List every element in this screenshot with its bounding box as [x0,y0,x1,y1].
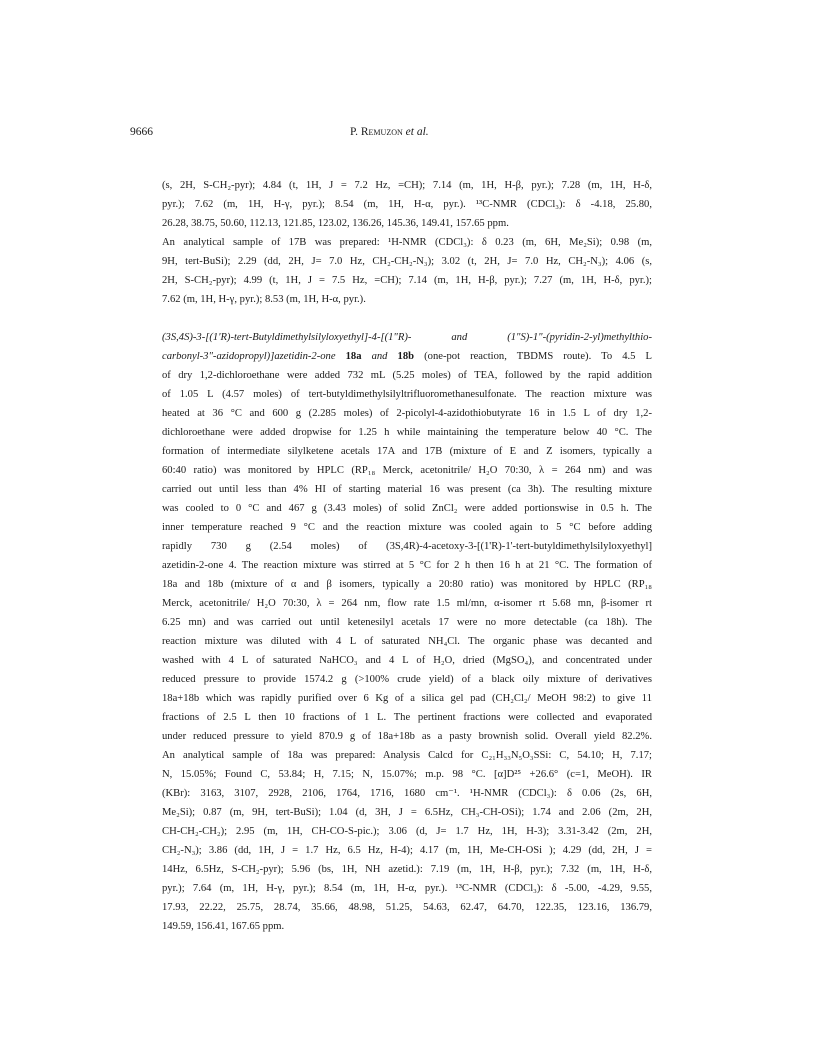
text-line: of dry 1,2-dichloroethane were added 732 mL (5.25 moles) of TEA, followed by the rapid addition [162,370,652,381]
text-line: under reduced pressure to yield 870.9 g of 18a+18b as a pasty brownish solid. Overall yield 82.2%. [162,731,652,742]
text-line: formation of intermediate silylketene acetals 17A and 17B (mixture of E and Z isomers, typically a [162,446,652,457]
running-head-author-surname: emuzon [368,126,403,138]
text-line: 149.59, 156.41, 167.65 ppm. [162,921,285,932]
text-line: 7.62 (m, 1H, H-γ, pyr.); 8.53 (m, 1H, H-α, pyr.). [162,294,366,305]
article-body [162,176,652,936]
text-line: N, 15.05%; Found C, 53.84; H, 7.15; N, 15.07%; m.p. 98 °C. [α]D²⁵ +26.6° (c=1, MeOH). IR [162,769,652,780]
text-line: 2H, S-CH₂-pyr); 4.99 (t, 1H, J = 7.5 Hz, =CH); 7.14 (m, 1H, H-β, pyr.); 7.27 (m, 1H, H-δ, pyr.); [162,275,652,286]
text-line: fractions of 2.5 L then 10 fractions of 1 L. The pertinent fractions were collected and evaporated [162,712,652,723]
running-head-author-initial: P. R [350,126,369,138]
procedure-title-and: and [361,351,398,362]
text-line: of 1.05 L (4.57 moles) of tert-butyldimethylsilyltrifluoromethanesulfonate. The reaction mixture was [162,389,652,400]
paragraph-17b-analytical [162,233,652,309]
page-number: 9666 [130,126,153,138]
text-line: CH-CH₂-CH₂); 2.95 (m, 1H, CH-CO-S-pic.); 3.06 (d, J= 1.7 Hz, 1H, H-3); 3.31-3.42 (2m, 2H, [162,826,652,837]
procedure-intro-text: (one-pot reaction, TBDMS route). To 4.5 L [414,351,653,362]
text-line: inner temperature reached 9 °C and the reaction mixture was cooled again to 5 °C before adding [162,522,652,533]
running-head [350,126,429,138]
text-line: azetidin-2-one 4. The reaction mixture was stirred at 5 °C for 2 h then 16 h at 21 °C. The formation of [162,560,652,571]
running-head-etal: et al. [402,126,429,138]
text-line: reaction mixture was diluted with 4 L of saturated NH₄Cl. The organic phase was decanted and [162,636,652,647]
text-line: 18a and 18b (mixture of α and β isomers, typically a 20:80 ratio) was monitored by HPLC (RP₁₈ [162,579,652,590]
text-line: heated at 36 °C and 600 g (2.285 moles) of 2-picolyl-4-azidothiobutyrate 16 in 1.5 L of dry 1,2- [162,408,652,419]
text-line: washed with 4 L of saturated NaHCO₃ and 4 L of H₂O, dried (MgSO₄), and concentrated under [162,655,652,666]
text-line: (s, 2H, S-CH₂-pyr); 4.84 (t, 1H, J = 7.2 Hz, =CH); 7.14 (m, 1H, H-β, pyr.); 7.28 (m, 1H, H-δ, [162,180,652,191]
text-line: Me₂Si); 0.87 (m, 9H, tert-BuSi); 1.04 (d, 3H, J = 6.5Hz, CH₃-CH-OSi); 1.74 and 2.06 (2m, 2H, [162,807,652,818]
text-line: reduced pressure to provide 1574.2 g (>100% crude yield) of a black oily mixture of derivatives [162,674,652,685]
page-header [130,126,686,146]
text-line: was cooled to 0 °C and 467 g (3.43 moles) of solid ZnCl₂ were added portionswise in 0.5 h. The [162,503,652,514]
text-line: rapidly 730 g (2.54 moles) of (3S,4R)-4-acetoxy-3-[(1'R)-1'-tert-butyldimethylsilyloxyethyl] [162,541,652,552]
compound-18a: 18a [345,351,362,362]
text-line: pyr.); 7.62 (m, 1H, H-γ, pyr.); 8.54 (m, 1H, H-α, pyr.). ¹³C-NMR (CDCl₃): δ -4.18, 25.80, [162,199,652,210]
text-line: 60:40 ratio) was monitored by HPLC (RP₁₈ Merck, acetonitrile/ H₂O 70:30, λ = 264 nm) and was [162,465,652,476]
compound-18b: 18b [397,351,415,362]
text-line: Merck, acetonitrile/ H₂O 70:30, λ = 264 nm, flow rate 1.5 ml/mn, α-isomer rt 5.68 mn, β-isomer rt [162,598,652,609]
text-line: 14Hz, 6.5Hz, S-CH₂-pyr); 5.96 (bs, 1H, NH azetid.): 7.19 (m, 1H, H-β, pyr.); 7.32 (m, 1H, H-δ, [162,864,652,875]
procedure-title-text: carbonyl-3"-azidopropyl)]azetidin-2-one [162,351,346,362]
text-line: 9H, tert-BuSi); 2.29 (dd, 2H, J= 7.0 Hz, CH₂-CH₂-N₃); 3.02 (t, 2H, J= 7.0 Hz, CH₂-N₃); 4.06 (s, [162,256,652,267]
text-line: pyr.); 7.64 (m, 1H, H-γ, pyr.); 8.54 (m, 1H, H-α, pyr.). ¹³C-NMR (CDCl₃): δ -5.00, -4.29, 9.55, [162,883,652,894]
paragraph-18ab-procedure [162,328,652,936]
text-line: An analytical sample of 17B was prepared: ¹H-NMR (CDCl₃): δ 0.23 (m, 6H, Me₂Si); 0.98 (m, [162,237,652,248]
text-line: 6.25 mn) and was carried out until ketenesilyl acetals 17 were no more detectable (ca 18h). The [162,617,652,628]
text-line: carried out until less than 4% HI of starting material 16 was present (ca 3h). The resulting mixture [162,484,652,495]
procedure-title-line-2 [162,347,652,366]
text-line: dichloroethane were added dropwise for 1.25 h while maintaining the temperature below 40 °C. The [162,427,652,438]
text-line: 18a+18b which was rapidly purified over 6 Kg of a silica gel pad (CH₂Cl₂/ MeOH 98:2) to give 11 [162,693,652,704]
text-line: 26.28, 38.75, 50.60, 112.13, 121.85, 123.02, 136.26, 145.36, 149.41, 157.65 ppm. [162,218,509,229]
procedure-title-line: (3S,4S)-3-[(1'R)-tert-Butyldimethylsilyloxyethyl]-4-[(1"R)- and (1"S)-1"-(pyridin-2-yl)methylthio- [162,332,652,343]
paragraph-17a-data [162,176,652,233]
text-line: An analytical sample of 18a was prepared: Analysis Calcd for C₂₁H₃₃N₅O₃SSi: C, 54.10; H, 7.17; [162,750,652,761]
text-line: CH₂-N₃); 3.86 (dd, 1H, J = 1.7 Hz, 6.5 Hz, H-4); 4.17 (m, 1H, Me-CH-OSi ); 4.29 (dd, 2H, J = [162,845,652,856]
text-line: (KBr): 3163, 3107, 2928, 2106, 1764, 1716, 1680 cm⁻¹. ¹H-NMR (CDCl₃): δ 0.06 (2s, 6H, [162,788,652,799]
text-line: 17.93, 22.22, 25.75, 28.74, 35.66, 48.98, 51.25, 54.63, 62.47, 64.70, 122.35, 123.16, 136.79, [162,902,652,913]
